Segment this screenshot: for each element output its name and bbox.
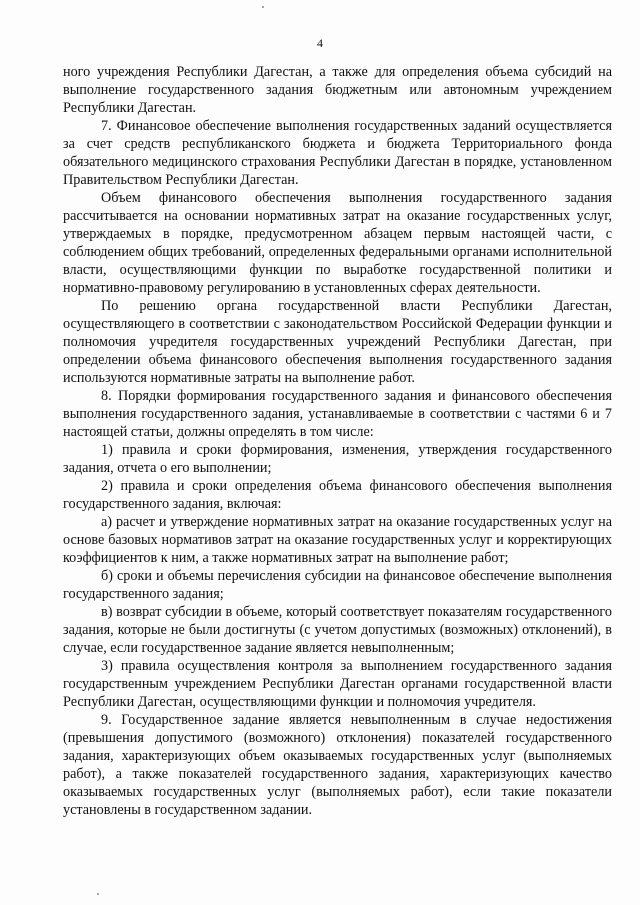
scan-speck — [97, 893, 99, 895]
paragraph-item-9: 9. Государственное задание является невыполненным в случае недостижения (превышения допустимого (возможного) отклонения) показателей государственного задания, характеризующих объем оказываемых государственных услуг (выполняемых работ), а также показателей государственного задания, характеризующих качество оказываемых государственных услуг (выполняемых работ), если такие показатели установлены в государственном задании. — [63, 712, 612, 818]
paragraph-item-8: 8. Порядки формирования государственного задания и финансового обеспечения выполнения государственного задания, устанавливаемые в соответствии с частями 6 и 7 настоящей статьи, должны определять в том числе: — [63, 388, 612, 440]
paragraph-subitem-1: 1) правила и сроки формирования, изменения, утверждения государственного задания, отчета о его выполнении; — [63, 442, 612, 476]
paragraph-subitem-a: а) расчет и утверждение нормативных затрат на оказание государственных услуг на основе базовых нормативов затрат на оказание государственных услуг и корректирующих коэффициентов к ним, а также нормативных затрат на выполнение работ; — [63, 514, 612, 566]
paragraph-item-7: 7. Финансовое обеспечение выполнения государственных заданий осуществляется за счет средств республиканского бюджета и бюджета Территориального фонда обязательного медицинского страхования Республики Дагестан в порядке, установленном Правительством Республики Дагестан. — [63, 118, 612, 188]
page-number: 4 — [317, 36, 323, 50]
document-body — [63, 63, 612, 819]
paragraph-subitem-3: 3) правила осуществления контроля за выполнением государственного задания государственным учреждением Республики Дагестан органами государственной власти Республики Дагестан, осуществляющими функции и полномочия учредителя. — [63, 658, 612, 710]
scan-speck — [262, 6, 264, 8]
paragraph-authority-decision: По решению органа государственной власти Республики Дагестан, осуществляющего в соответствии с законодательством Российской Федерации функции и полномочия учредителя государственных учреждений Республики Дагестан, при определении объема финансового обеспечения выполнения государственного задания используются нормативные затраты на выполнение работ. — [63, 298, 612, 386]
paragraph-subitem-b: б) сроки и объемы перечисления субсидии на финансовое обеспечение выполнения государственного задания; — [63, 568, 612, 602]
paragraph-subitem-v: в) возврат субсидии в объеме, который соответствует показателям государственного задания, которые не были достигнуты (с учетом допустимых (возможных) отклонений), в случае, если государственное задание является невыполненным; — [63, 604, 612, 656]
paragraph-continuation: ного учреждения Республики Дагестан, а также для определения объема субсидий на выполнение государственного задания бюджетным или автономным учреждением Республики Дагестан. — [63, 64, 612, 116]
paragraph-financing-volume: Объем финансового обеспечения выполнения государственного задания рассчитывается на основании нормативных затрат на оказание государственных услуг, утверждаемых в порядке, предусмотренном абзацем первым настоящей части, с соблюдением общих требований, определенных федеральными органами исполнительной власти, осуществляющими функции по выработке государственной политики и нормативно-правовому регулированию в установленных сферах деятельности. — [63, 190, 612, 296]
paragraph-subitem-2: 2) правила и сроки определения объема финансового обеспечения выполнения государственного задания, включая: — [63, 478, 612, 512]
